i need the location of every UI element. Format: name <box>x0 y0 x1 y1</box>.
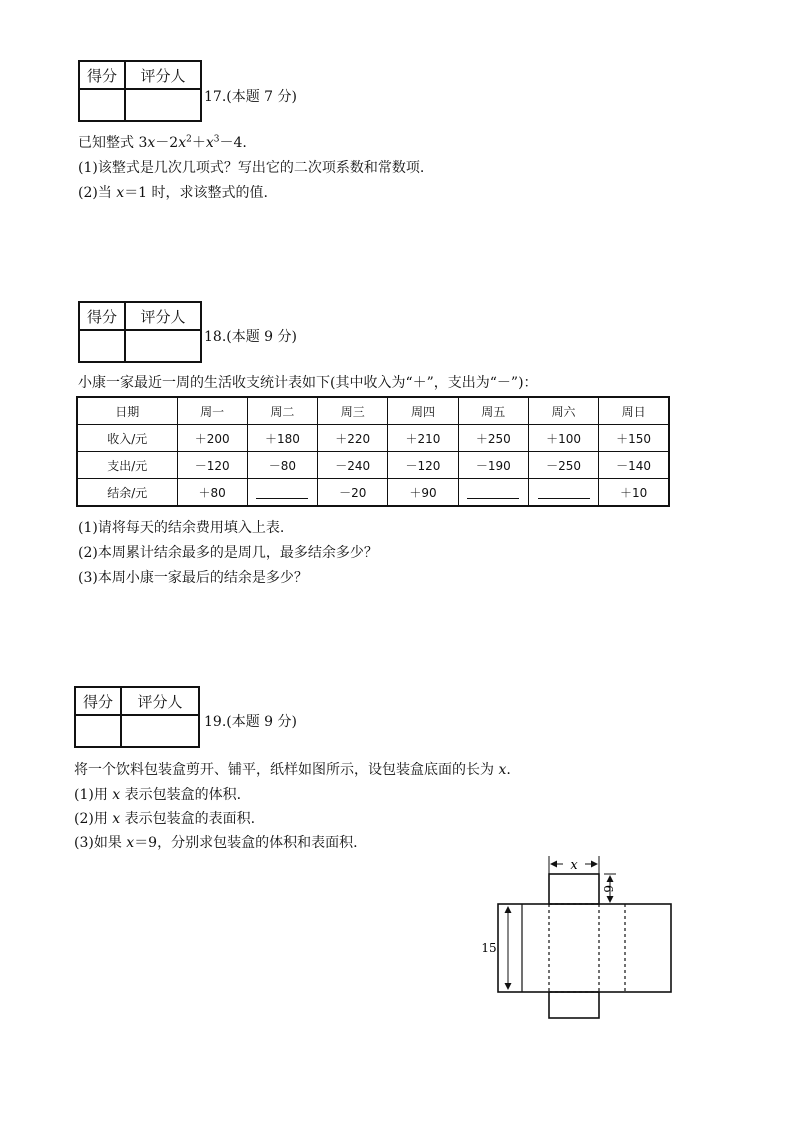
score-label: 得分 <box>79 61 125 89</box>
q18-title: 18.(本题 9 分) <box>204 329 297 345</box>
answer-blank-cell[interactable] <box>528 479 598 507</box>
net-dashed-folds <box>549 904 625 992</box>
q19-line-2: (1)用 x 表示包装盒的体积. <box>74 787 242 803</box>
table-cell: －120 <box>388 452 458 479</box>
table-header-row <box>77 397 669 425</box>
grader-label: 评分人 <box>121 687 199 715</box>
table-cell: ＋220 <box>318 425 388 452</box>
header-cell: 周四 <box>388 397 458 425</box>
fifteen-dim-label: 15 <box>481 941 497 955</box>
grader-cell <box>121 715 199 747</box>
score-label: 得分 <box>75 687 121 715</box>
box-net-figure <box>470 850 680 1025</box>
table-cell: －80 <box>247 452 317 479</box>
grader-label: 评分人 <box>125 61 201 89</box>
answer-blank[interactable] <box>467 486 519 499</box>
grader-cell <box>125 89 201 121</box>
table-cell: 收入/元 <box>77 425 177 452</box>
score-cell <box>79 89 125 121</box>
table-cell: ＋210 <box>388 425 458 452</box>
q17-score-box <box>78 60 202 122</box>
answer-blank-cell[interactable] <box>247 479 317 507</box>
table-cell: －190 <box>458 452 528 479</box>
score-cell <box>79 330 125 362</box>
q18-line-3: (3)本周小康一家最后的结余是多少？ <box>78 570 308 586</box>
budget-table <box>76 396 670 507</box>
table-cell: ＋180 <box>247 425 317 452</box>
table-row-expense <box>77 452 669 479</box>
table-cell: ＋100 <box>528 425 598 452</box>
net-bottom-flap <box>549 992 599 1018</box>
header-cell: 周日 <box>599 397 669 425</box>
net-strip <box>498 904 671 992</box>
q19-line-1: 将一个饮料包装盒剪开、铺平，纸样如图所示，设包装盒底面的长为 x. <box>74 762 511 778</box>
table-cell: ＋150 <box>599 425 669 452</box>
q19-line-3: (2)用 x 表示包装盒的表面积. <box>74 811 256 827</box>
q18-score-box <box>78 301 202 363</box>
q17-line-3: (2)当 x＝1 时，求该整式的值. <box>78 185 268 201</box>
table-row-income <box>77 425 669 452</box>
table-cell: ＋10 <box>599 479 669 507</box>
table-cell: 结余/元 <box>77 479 177 507</box>
table-cell: ＋250 <box>458 425 528 452</box>
score-label: 得分 <box>79 302 125 330</box>
table-cell: ＋80 <box>177 479 247 507</box>
header-cell: 周一 <box>177 397 247 425</box>
table-cell: ＋200 <box>177 425 247 452</box>
answer-blank[interactable] <box>256 486 308 499</box>
x-dim-label: x <box>570 858 578 873</box>
answer-blank-cell[interactable] <box>458 479 528 507</box>
q17-title: 17.(本题 7 分) <box>204 89 297 105</box>
table-cell: －250 <box>528 452 598 479</box>
table-cell: －20 <box>318 479 388 507</box>
header-cell: 周五 <box>458 397 528 425</box>
q19-score-box <box>74 686 200 748</box>
table-cell: 支出/元 <box>77 452 177 479</box>
grader-label: 评分人 <box>125 302 201 330</box>
table-cell: ＋90 <box>388 479 458 507</box>
header-cell: 日期 <box>77 397 177 425</box>
q18-line-1: (1)请将每天的结余费用填入上表. <box>78 520 285 536</box>
table-cell: －120 <box>177 452 247 479</box>
table-cell: －240 <box>318 452 388 479</box>
table-row-balance <box>77 479 669 507</box>
header-cell: 周三 <box>318 397 388 425</box>
q19-line-4: (3)如果 x＝9，分别求包装盒的体积和表面积. <box>74 835 358 851</box>
answer-blank[interactable] <box>538 486 590 499</box>
q17-line-2: (1)该整式是几次几项式？写出它的二次项系数和常数项. <box>78 160 425 176</box>
header-cell: 周二 <box>247 397 317 425</box>
score-cell <box>75 715 121 747</box>
six-dim-label: 6 <box>601 885 615 893</box>
q18-line-2: (2)本周累计结余最多的是周几，最多结余多少？ <box>78 545 378 561</box>
net-top-flap <box>549 874 599 904</box>
q18-intro: 小康一家最近一周的生活收支统计表如下(其中收入为“＋”，支出为“－”)： <box>78 375 538 391</box>
q19-title: 19.(本题 9 分) <box>204 714 297 730</box>
q17-line-1: 已知整式 $3x-2x^2+x^3-4$. <box>78 134 247 151</box>
grader-cell <box>125 330 201 362</box>
table-cell: －140 <box>599 452 669 479</box>
header-cell: 周六 <box>528 397 598 425</box>
